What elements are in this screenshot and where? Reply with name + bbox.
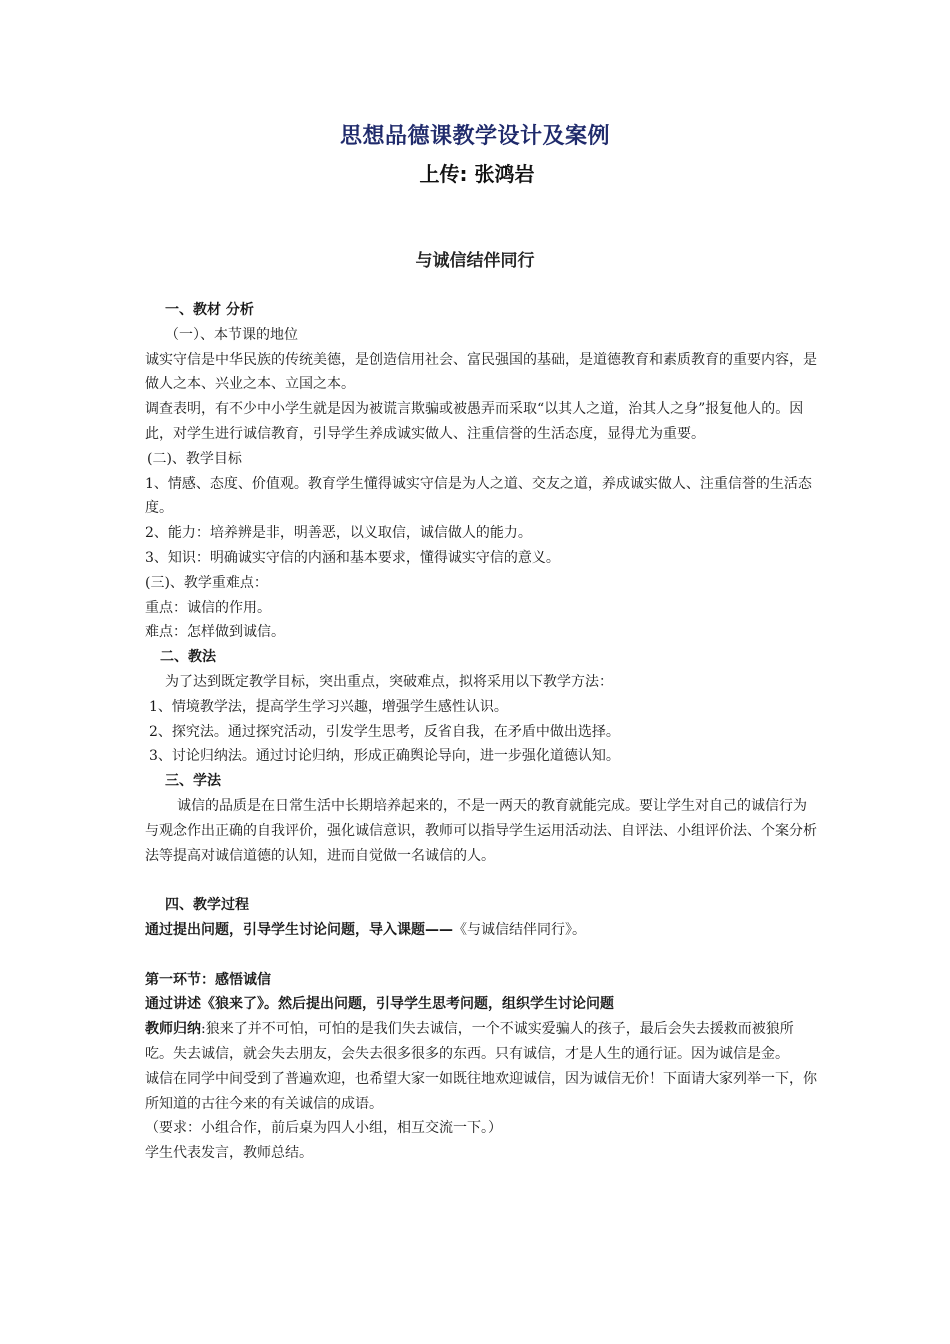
- list-item: 1、情境教学法，提高学生学习兴趣，增强学生感性认识。: [149, 698, 508, 715]
- text: :狼来了并不可怕，可怕的是我们失去诚信，一个不诚实爱骗人的孩子，最后会失去援救而被狼所吃。失去诚信，就会失去朋友，会失去很多很多的东西。只有诚信，才是人生的通行证。因为诚信是金。: [145, 1021, 794, 1062]
- step-description: 通过讲述《狼来了》。然后提出问题，引导学生思考问题，组织学生讨论问题: [145, 996, 614, 1013]
- bold-text: 通过提出问题，引导学生讨论问题，导入课题——: [145, 921, 453, 938]
- spacer: [145, 943, 817, 968]
- paragraph: 为了达到既定教学目标，突出重点，突破难点，拟将采用以下教学方法：: [165, 673, 613, 690]
- list-item: 3、知识：明确诚实守信的内涵和基本要求，懂得诚实守信的意义。: [145, 549, 560, 566]
- spacer: [145, 868, 817, 893]
- section-heading-learning: 三、学法: [165, 773, 221, 790]
- subsection-key-points: (三)、教学重难点：: [145, 574, 268, 591]
- paragraph: 调查表明，有不少中小学生就是因为被谎言欺骗或被愚弄而采取“以其人之道，治其人之身”报复他人的。因此，对学生进行诚信教育，引导学生养成诚实做人、注重信誉的生活态度，显得尤为重要。: [145, 401, 804, 442]
- section-heading-process: 四、教学过程: [165, 897, 249, 914]
- paragraph: [145, 1017, 817, 1067]
- lesson-title: 与诚信结伴同行: [415, 251, 535, 271]
- paragraph: 诚信在同学中间受到了普遍欢迎，也希望大家一如既往地欢迎诚信，因为诚信无价！下面请大家列举一下，你所知道的古往今来的有关诚信的成语。: [145, 1070, 817, 1112]
- subsection-position: （一）、本节课的地位: [165, 326, 298, 343]
- paragraph: 诚信的品质是在日常生活中长期培养起来的，不是一两天的教育就能完成。要让学生对自己的诚信行为与观念作出正确的自我评价，强化诚信意识，教师可以指导学生运用活动法、自评法、小组评价法、个案分析法等提高对诚信道德的认知，进而自觉做一名诚信的人。: [145, 797, 817, 864]
- document-title: 思想品德课教学设计及案例: [339, 124, 610, 149]
- section-heading-materials: 一、教材 分析: [165, 302, 254, 318]
- list-item: 1、情感、态度、价值观。教育学生懂得诚实守信是为人之道、交友之道，养成诚实做人、注重信誉的生活态度。: [145, 475, 812, 517]
- list-item: 3、讨论归纳法。通过讨论归纳，形成正确舆论导向，进一步强化道德认知。: [149, 748, 620, 765]
- paragraph: [145, 918, 817, 943]
- step-heading: 第一环节：感悟诚信: [145, 971, 271, 988]
- uploader-line: 上传: 张鸿岩: [419, 162, 535, 186]
- subsection-goals: (二)、教学目标: [147, 450, 242, 467]
- document-body: [145, 298, 817, 1166]
- list-item: 2、能力：培养辨是非，明善恶，以义取信，诚信做人的能力。: [145, 525, 532, 542]
- list-item: 重点：诚信的作用。: [145, 599, 271, 616]
- section-heading-methods: 二、教法: [160, 649, 216, 666]
- paragraph: 学生代表发言，教师总结。: [145, 1145, 313, 1162]
- list-item: 难点：怎样做到诚信。: [145, 624, 285, 641]
- bold-label: 教师归纳: [145, 1021, 201, 1038]
- text: 《与诚信结伴同行》。: [453, 921, 586, 938]
- paragraph: 诚实守信是中华民族的传统美德，是创造信用社会、富民强国的基础，是道德教育和素质教育的重要内容，是做人之本、兴业之本、立国之本。: [145, 351, 817, 393]
- list-item: 2、探究法。通过探究活动，引发学生思考，反省自我，在矛盾中做出选择。: [149, 723, 620, 740]
- paragraph: （要求：小组合作，前后桌为四人小组，相互交流一下。）: [145, 1120, 502, 1137]
